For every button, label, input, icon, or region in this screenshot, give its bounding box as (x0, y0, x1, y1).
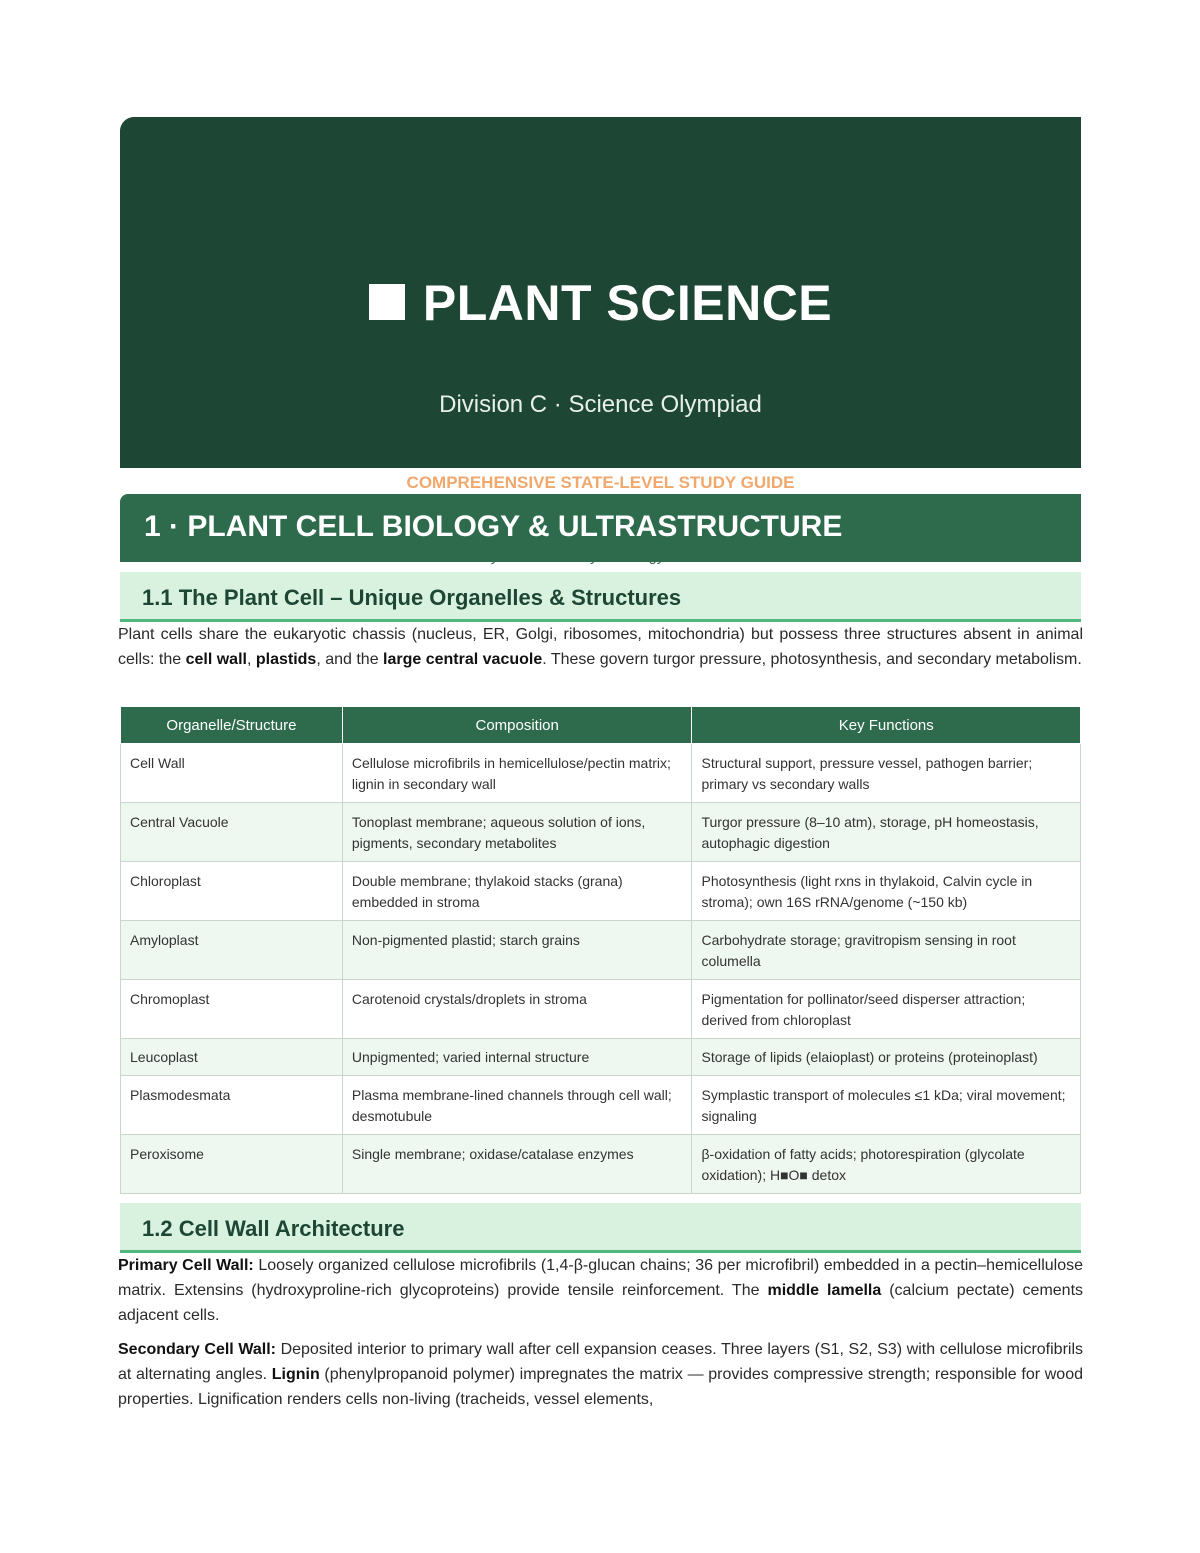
paragraph-text: Deposited interior to primary wall after cell expansion ceases. Three layers (S1, S2, S3) with cellulose microfibrils at alternating angles. (118, 1341, 1084, 1383)
primary-wall-label: Primary Cell Wall: (118, 1257, 254, 1274)
table-cell: Photosynthesis (light rxns in thylakoid, Calvin cycle in stroma); own 16S rRNA/genome (~150 kb) (692, 862, 1081, 921)
table-cell: Chloroplast (121, 862, 343, 921)
column-header: Organelle/Structure (121, 707, 343, 744)
term-middle-lamella: middle lamella (767, 1282, 882, 1299)
table-cell: Plasmodesmata (121, 1076, 343, 1135)
table-cell: Double membrane; thylakoid stacks (grana) embedded in stroma (342, 862, 692, 921)
table-row (121, 862, 1081, 921)
column-header: Key Functions (692, 707, 1081, 744)
table-cell: Unpigmented; varied internal structure (342, 1039, 692, 1076)
table-cell: Cell Wall (121, 744, 343, 803)
section-title: 1 · PLANT CELL BIOLOGY & ULTRASTRUCTURE (144, 510, 843, 543)
table-cell: Cellulose microfibrils in hemicellulose/pectin matrix; lignin in secondary wall (342, 744, 692, 803)
table-row (121, 1039, 1081, 1076)
subsection-header-1-1 (120, 572, 1081, 622)
subsection-header-1-2 (120, 1203, 1081, 1253)
table-cell: Chromoplast (121, 980, 343, 1039)
title-banner (120, 117, 1081, 492)
intro-text: . These govern turgor pressure, photosynthesis, and secondary metabolism. (542, 651, 1082, 668)
term-lignin: Lignin (271, 1366, 320, 1383)
intro-paragraph (118, 622, 1083, 672)
section-header-1 (120, 494, 1081, 562)
table-header-row (121, 707, 1081, 744)
primary-wall-paragraph (118, 1253, 1083, 1328)
secondary-wall-label: Secondary Cell Wall: (118, 1341, 276, 1358)
table-cell: Amyloplast (121, 921, 343, 980)
intro-text: Plant cells share the eukaryotic chassis (nucleus, ER, Golgi, ribosomes, mitochondria) but possess three structures absent in animal cells: the (118, 626, 1083, 668)
table-cell: Plasma membrane-lined channels through cell wall; desmotubule (342, 1076, 692, 1135)
banner-title (120, 273, 1081, 333)
table-cell: Pigmentation for pollinator/seed disperser attraction; derived from chloroplast (692, 980, 1081, 1039)
table-cell: Tonoplast membrane; aqueous solution of ions, pigments, secondary metabolites (342, 803, 692, 862)
table-row (121, 744, 1081, 803)
table-row (121, 1076, 1081, 1135)
subsection-title: 1.2 Cell Wall Architecture (142, 1216, 405, 1241)
intro-sep: , (246, 651, 256, 668)
table-cell: Storage of lipids (elaioplast) or proteins (proteinoplast) (692, 1039, 1081, 1076)
column-header: Composition (342, 707, 692, 744)
table-cell: Leucoplast (121, 1039, 343, 1076)
banner-title-text: PLANT SCIENCE (422, 275, 833, 331)
table-cell: Symplastic transport of molecules ≤1 kDa; viral movement; signaling (692, 1076, 1081, 1135)
table-cell: Carbohydrate storage; gravitropism sensing in root columella (692, 921, 1081, 980)
table-row (121, 980, 1081, 1039)
table-row (121, 803, 1081, 862)
intro-sep: , and the (316, 651, 384, 668)
organelle-table (120, 706, 1081, 1194)
subsection-title: 1.1 The Plant Cell – Unique Organelles & Structures (142, 585, 682, 610)
table-row (121, 921, 1081, 980)
table-cell: β-oxidation of fatty acids; photorespiration (glycolate oxidation); H■O■ detox (692, 1135, 1081, 1194)
table-cell: Single membrane; oxidase/catalase enzymes (342, 1135, 692, 1194)
secondary-wall-paragraph (118, 1337, 1083, 1412)
paragraph-text: (calcium pectate) cements adjacent cells. (118, 1282, 1084, 1324)
table-cell: Central Vacuole (121, 803, 343, 862)
term-plastids: plastids (255, 651, 317, 668)
paragraph-text: (phenylpropanoid polymer) impregnates the matrix — provides compressive strength; responsible for wood properties. Lignification renders cells non-living (tracheids, vessel elements, (118, 1366, 1084, 1408)
square-icon (369, 284, 405, 320)
table-cell: Non-pigmented plastid; starch grains (342, 921, 692, 980)
term-vacuole: large central vacuole (383, 651, 543, 668)
table-row (121, 1135, 1081, 1194)
banner-subtitle: Division C · Science Olympiad (439, 391, 762, 418)
term-cell-wall: cell wall (185, 651, 247, 668)
table-cell: Peroxisome (121, 1135, 343, 1194)
table-cell: Carotenoid crystals/droplets in stroma (342, 980, 692, 1039)
banner-tagline: COMPREHENSIVE STATE-LEVEL STUDY GUIDE (406, 473, 795, 492)
table-cell: Structural support, pressure vessel, pathogen barrier; primary vs secondary walls (692, 744, 1081, 803)
paragraph-text: Loosely organized cellulose microfibrils (1,4-β-glucan chains; 36 per microfibril) embedded in a pectin–hemicellulose matrix. Extensins (hydroxyproline-rich glycoproteins) provide tensile reinforcement. The (118, 1257, 1084, 1299)
table-cell: Turgor pressure (8–10 atm), storage, pH homeostasis, autophagic digestion (692, 803, 1081, 862)
